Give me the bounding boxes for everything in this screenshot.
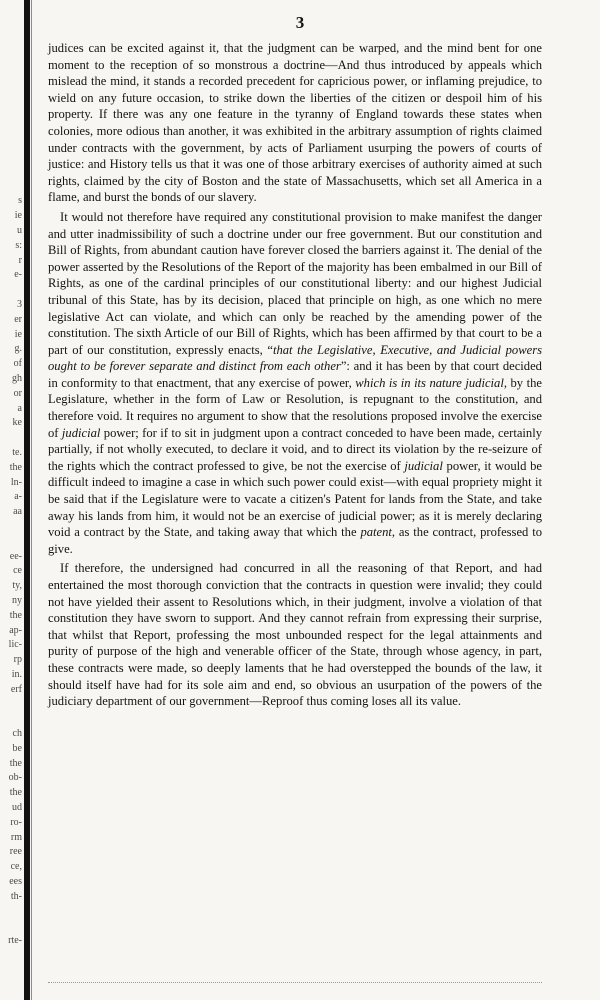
margin-fragment	[0, 905, 22, 920]
italic-emphasis: patent	[360, 525, 392, 540]
margin-fragment: ap-	[9, 624, 22, 636]
margin-fragment: 3	[17, 298, 22, 310]
margin-fragment: ch	[12, 728, 22, 740]
text-run: , by the Legislature, whether in the form of Law or Resolution, is repugnant to the constitution, and therefore void. It requires no argument to show that the resolutions proposed involve the exercise of	[48, 375, 542, 440]
margin-fragment: rp	[13, 654, 22, 666]
margin-fragment: ob-	[8, 772, 22, 784]
margin-fragment	[0, 535, 22, 550]
margin-fragment	[0, 283, 22, 298]
margin-fragment: rte-	[8, 935, 22, 947]
page-number: 3	[295, 13, 305, 32]
margin-fragment: lic-	[8, 639, 22, 651]
margin-fragment: ty,	[12, 580, 22, 592]
margin-fragment: e-	[14, 269, 22, 281]
margin-fragment	[0, 150, 22, 165]
paragraph-constitutional-provision	[48, 209, 542, 557]
paragraph-continued	[48, 40, 542, 206]
margin-fragment: the	[9, 461, 22, 473]
margin-fragment: of	[13, 358, 22, 370]
paragraph-concurrence	[48, 560, 542, 709]
margin-fragment: th-	[10, 890, 22, 902]
margin-fragment: s	[18, 195, 22, 207]
margin-fragment	[0, 180, 22, 195]
margin-fragment: u	[17, 224, 22, 236]
italic-emphasis: judicial	[61, 425, 101, 440]
italic-emphasis: judicial	[404, 458, 443, 473]
margin-fragment: ny	[12, 594, 22, 606]
margin-fragment: in.	[11, 668, 22, 680]
margin-fragment: erf	[10, 683, 22, 695]
italic-emphasis: that the Legislative, Executive, and Judicial powers ought to be forever separate and distinct from each other	[48, 342, 542, 374]
margin-fragment: ud	[12, 802, 22, 814]
gutter-edge	[31, 0, 32, 1000]
margin-fragment	[0, 431, 22, 446]
text-run: If therefore, the undersigned had concurred in all the reasoning of that Report, and had entertained the most thorough conviction that the contracts in question were invalid; they could not have yielded their assent to Resolutions which, in their judgment, involve a violation of that constitution they have sworn to support. And they cannot refrain from expressing their surprise, that whilst that Report, professing the most unbounded respect for the legal attainments and purity of purpose of the high and venerable officer of the State, through whose agency, in part, these contracts were made, so deeply laments that he had overstepped the bounds of the law, it should itself have had for its sole aim and end, so obvious an usurpation of the powers of the judiciary department of our government—Reproof thus coming loses all its value.	[48, 561, 542, 709]
text-run: It would not therefore have required any constitutional provision to make manifest the danger and utter inadmissibility of such a doctrine under our free government. But our constitution and Bill of Rights, from abundant caution have forever closed the barriers against it. The denial of the power asserted by the Resolutions of the Report of the majority has been embalmed in our Bill of Rights, as one of the cardinal principles of our constitutional liberty: and our highest Judicial tribunal of this State, has by its decision, placed that principle on high, as one which no mere legislative Act can violate, and which can only be reached by the amending power of the constitution. The sixth Article of our Bill of Rights, which has been affirmed by that court to be a part of our constitution, expressly enacts, “	[48, 209, 542, 357]
margin-fragment: s:	[15, 239, 22, 251]
facing-page-fragments	[0, 150, 22, 947]
text-run: , as the contract, professed to give.	[48, 525, 542, 556]
margin-fragment	[0, 712, 22, 727]
margin-fragment: ce	[13, 565, 22, 577]
margin-fragment: be	[12, 742, 22, 754]
margin-fragment	[0, 165, 22, 180]
margin-fragment: the	[9, 609, 22, 621]
binding-gutter	[24, 0, 30, 1000]
margin-fragment: or	[13, 387, 22, 399]
margin-fragment: aa	[13, 506, 22, 518]
margin-fragment: gh	[12, 372, 22, 384]
margin-fragment: r	[18, 254, 22, 266]
margin-fragment: ees	[9, 876, 22, 888]
margin-fragment: ln-	[10, 476, 22, 488]
margin-fragment: er	[14, 313, 22, 325]
text-run: power, it would be difficult indeed to imagine a case in which such power could exist—with equal propriety might it be said that if the Legislature were to vacate a citizen's Patent for lands from the State, and take away his lands from him, it would not be an exercise of judicial power; as it is merely declaring void a contract by the State, and taking away that which the	[48, 458, 542, 540]
margin-fragment: g.	[14, 343, 22, 355]
margin-fragment	[0, 919, 22, 934]
margin-fragment: ro-	[10, 816, 22, 828]
margin-fragment: ke	[12, 417, 22, 429]
text-run: judices can be excited against it, that the judgment can be warped, and the mind bent for one moment to the reception of so monstrous a doctrine—And thus introduced by appeals which mislead the mind, it stands a recorded precedent for capricious power, or inflaming prejudice, to wield on any future occasion, to strike down the liberties of the citizen or despoil him of his property. If there was any one feature in the tyranny of England towards these states when colonies, more odious than another, it was exhibited in the arbitrary assumption of rights claimed under contracts with the government, by acts of Parliament usurping the powers of courts of justice: and History tells us that it was one of those arbitrary exercises of authority aimed at such rights, claimed by the city of Boston and the state of Massachusetts, which set all America in a flame, and burst the bonds of our slavery.	[48, 41, 542, 205]
margin-fragment: ie	[14, 210, 22, 222]
margin-fragment	[0, 520, 22, 535]
margin-fragment	[0, 697, 22, 712]
margin-fragment: te.	[12, 446, 22, 458]
margin-fragment: rm	[10, 831, 22, 843]
margin-fragment: a	[17, 402, 22, 414]
margin-fragment: a-	[14, 491, 22, 503]
text-run: ”: and it has been by that court decided in conformity to that enactment, that any exercise of power,	[48, 359, 542, 390]
bottom-rule	[48, 982, 542, 984]
margin-fragment: ree	[9, 846, 22, 858]
body-text	[48, 40, 542, 710]
text-run: power; for if to sit in judgment upon a contract conceded to have been made, certainly partially, if not wholly executed, to declare it void, and to direct its violation by the re-seizure of the rights which the contract professed to give, be not the exercise of	[48, 425, 543, 473]
margin-fragment: the	[9, 757, 22, 769]
italic-emphasis: which is in its nature judicial	[355, 375, 504, 390]
margin-fragment: ce,	[10, 861, 22, 873]
margin-fragment: the	[9, 787, 22, 799]
margin-fragment: ee-	[9, 550, 22, 562]
margin-fragment: ie	[14, 328, 22, 340]
